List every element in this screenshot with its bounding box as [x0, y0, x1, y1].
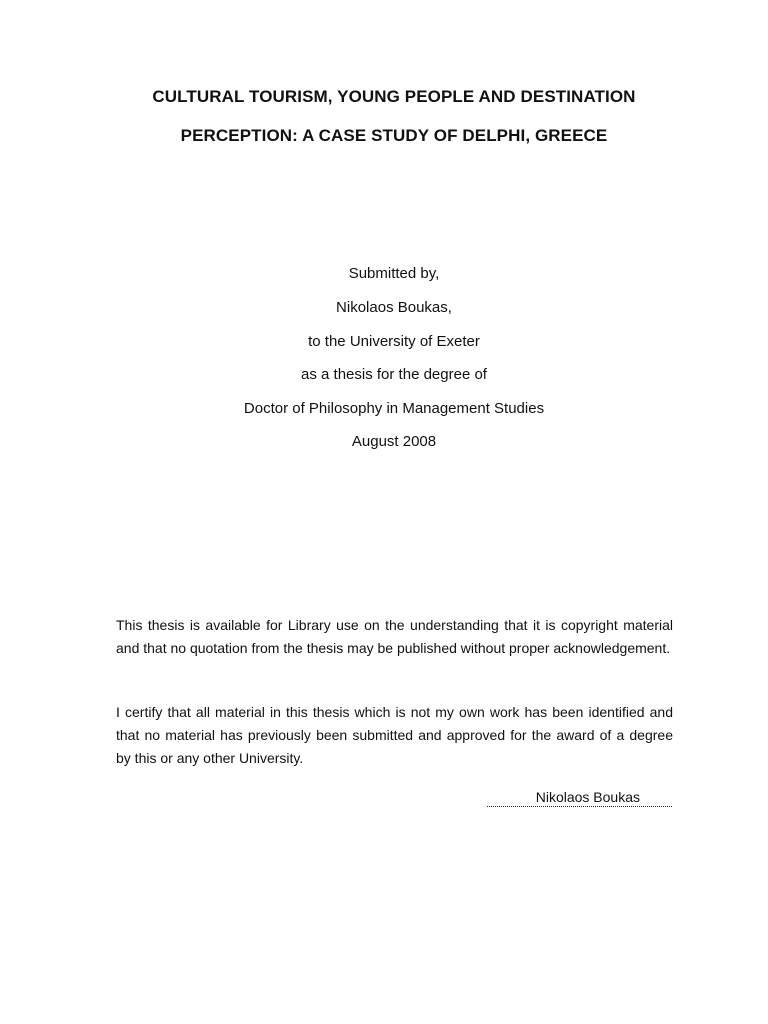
signature-name: Nikolaos Boukas: [535, 789, 640, 805]
university-line: to the University of Exeter: [308, 333, 480, 350]
submission-date: August 2008: [351, 433, 437, 450]
certification-statement: I certify that all material in this thesis which is not my own work has been identified and that no material has previously been submitted and approved for the award of a degree by this or any other University.: [116, 704, 673, 766]
degree-name: Doctor of Philosophy in Management Studies: [243, 400, 545, 417]
submitted-by-label: Submitted by,: [348, 265, 440, 282]
author-name: Nikolaos Boukas,: [336, 299, 452, 316]
library-use-statement: This thesis is available for Library use on the understanding that it is copyright material and that no quotation from the thesis may be published without proper acknowledgement.: [116, 617, 673, 656]
thesis-title-line-2: PERCEPTION: A CASE STUDY OF DELPHI, GREECE: [180, 126, 608, 145]
thesis-title-line-1: CULTURAL TOURISM, YOUNG PEOPLE AND DESTINATION: [152, 87, 636, 106]
degree-purpose-line: as a thesis for the degree of: [301, 366, 487, 383]
signature-line: [487, 789, 672, 807]
